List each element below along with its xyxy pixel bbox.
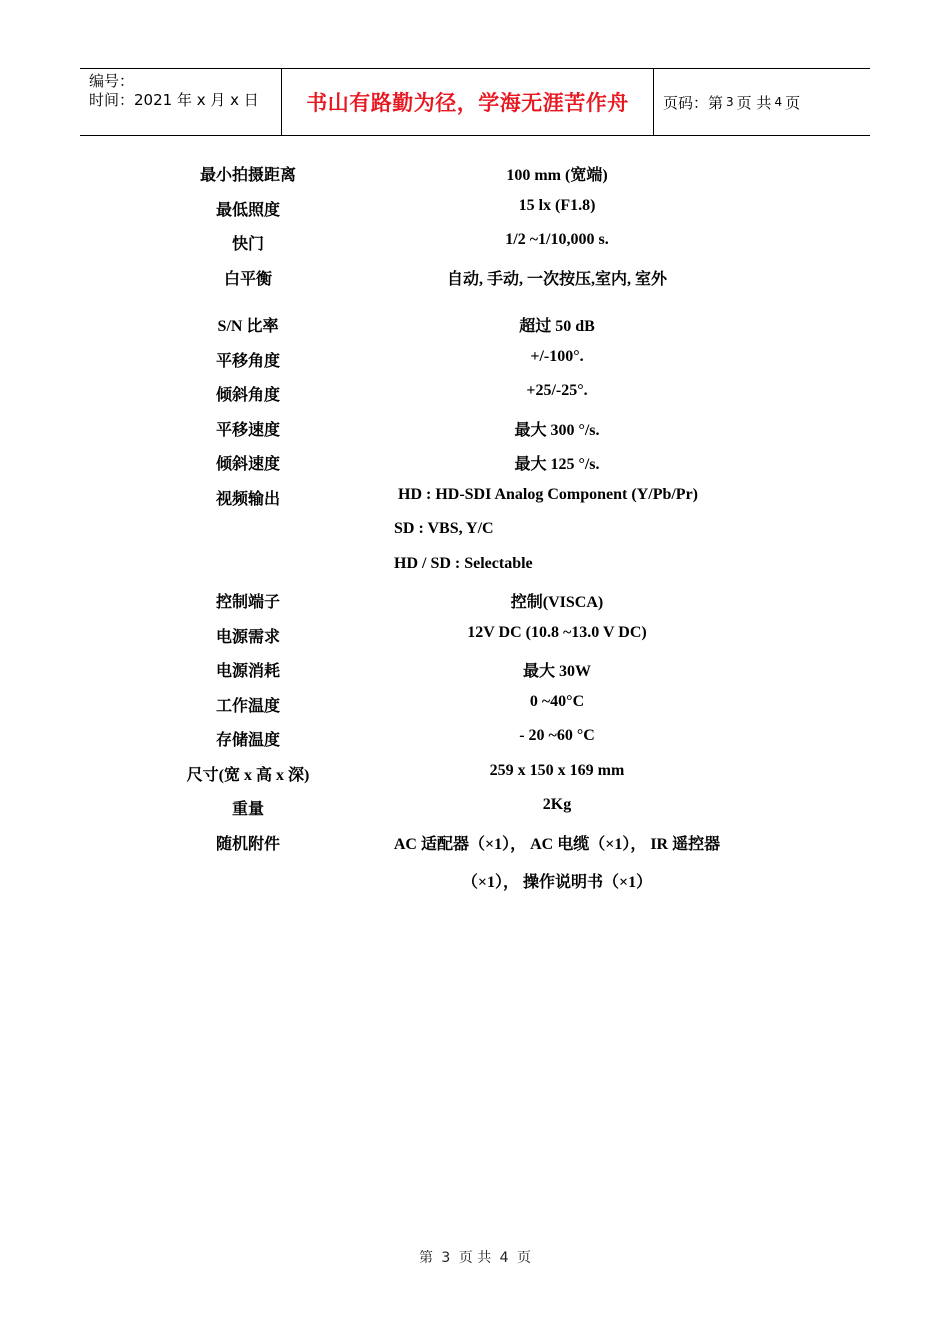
spec-table (0, 154, 950, 895)
spec-label: S/N 比率 (217, 318, 279, 335)
spec-label: 平移速度 (215, 421, 280, 439)
spec-label: 控制端子 (215, 594, 280, 611)
spec-value: 100 mm (宽端) (506, 167, 608, 184)
spec-label: 快门 (231, 236, 264, 253)
spec-label: 尺寸(宽 x 高 x 深) (186, 766, 310, 784)
spec-row (0, 581, 950, 616)
spec-value: +25/-25°. (526, 382, 588, 399)
spec-row (0, 258, 950, 293)
spec-row (0, 754, 950, 789)
spec-row (0, 305, 950, 340)
document-number-label: 编号： (89, 72, 135, 90)
footer-prefix: 第 (418, 1250, 433, 1266)
spec-value: +/-100°. (530, 347, 584, 365)
spec-value: SD : VBS, Y/C (394, 520, 494, 537)
spec-value: AC 适配器（×1）， AC 电缆（×1）， IR 遥控器 (393, 835, 721, 853)
spec-row (0, 547, 950, 582)
spec-label: 电源消耗 (215, 663, 280, 680)
spec-label: 最低照度 (215, 201, 280, 219)
header-motto: 书山有路勤为径，学海无涯苦作舟 (281, 69, 654, 135)
spec-value: 15 lx (F1.8) (518, 196, 596, 214)
spec-row (0, 478, 950, 513)
spec-value: 控制(VISCA) (510, 594, 604, 611)
page-mid: 页 共 (736, 93, 772, 112)
page-header (80, 68, 870, 136)
spec-row (0, 189, 950, 224)
spec-label: 倾斜角度 (215, 387, 280, 404)
page-prefix: 页码：第 (663, 93, 724, 112)
footer-mid: 页 共 (458, 1250, 492, 1266)
spec-row (0, 616, 950, 651)
spec-value: 0 ~40°C (529, 692, 585, 710)
spec-value: 最大 30W (522, 663, 591, 680)
spec-row (0, 409, 950, 444)
spec-row (0, 861, 950, 896)
document-date: 时间：2021 年 x 月 x 日 (89, 91, 259, 109)
spec-row (0, 788, 950, 823)
page-suffix: 页 (785, 93, 801, 112)
spec-value: 最大 125 °/s. (514, 456, 600, 473)
spec-row (0, 512, 950, 547)
spec-value: 2Kg (542, 796, 572, 813)
spec-label: 随机附件 (215, 835, 280, 853)
spec-label: 重量 (231, 801, 264, 818)
spec-label: 存储温度 (215, 732, 280, 749)
spec-value: （×1）， 操作说明书（×1） (461, 873, 653, 891)
spec-value: 259 x 150 x 169 mm (489, 761, 625, 779)
spec-row (0, 823, 950, 861)
spec-label: 白平衡 (223, 270, 272, 288)
page-footer (0, 1247, 950, 1267)
spec-label: 电源需求 (215, 628, 280, 646)
spec-row (0, 154, 950, 189)
spec-label: 最小拍摄距离 (199, 167, 296, 184)
spec-row (0, 340, 950, 375)
spec-row (0, 443, 950, 478)
spec-label: 视频输出 (215, 490, 280, 508)
spec-value: HD : HD-SDI Analog Component (Y/Pb/Pr) (398, 485, 699, 503)
spec-value: 最大 300 °/s. (514, 421, 600, 439)
spec-value: 1/2 ~1/10,000 s. (505, 231, 609, 248)
spec-value: 超过 50 dB (519, 318, 595, 335)
spec-value: - 20 ~60 °C (519, 727, 595, 744)
spec-value: 12V DC (10.8 ~13.0 V DC) (467, 623, 647, 641)
spec-row (0, 374, 950, 409)
spec-label: 工作温度 (215, 697, 280, 715)
header-meta (80, 69, 281, 135)
footer-current: 3 (441, 1250, 451, 1266)
spec-value: HD / SD : Selectable (394, 554, 533, 572)
spec-row (0, 685, 950, 720)
footer-suffix: 页 (517, 1250, 532, 1266)
header-page-info (654, 69, 870, 135)
spec-row (0, 719, 950, 754)
spec-label: 倾斜速度 (215, 456, 280, 473)
spec-row (0, 650, 950, 685)
spec-row (0, 223, 950, 258)
footer-total: 4 (499, 1250, 509, 1266)
page-total: 4 (774, 95, 783, 109)
page-current: 3 (726, 95, 734, 109)
spec-label: 平移角度 (215, 352, 280, 370)
spec-value: 自动, 手动, 一次按压,室内, 室外 (446, 270, 667, 288)
